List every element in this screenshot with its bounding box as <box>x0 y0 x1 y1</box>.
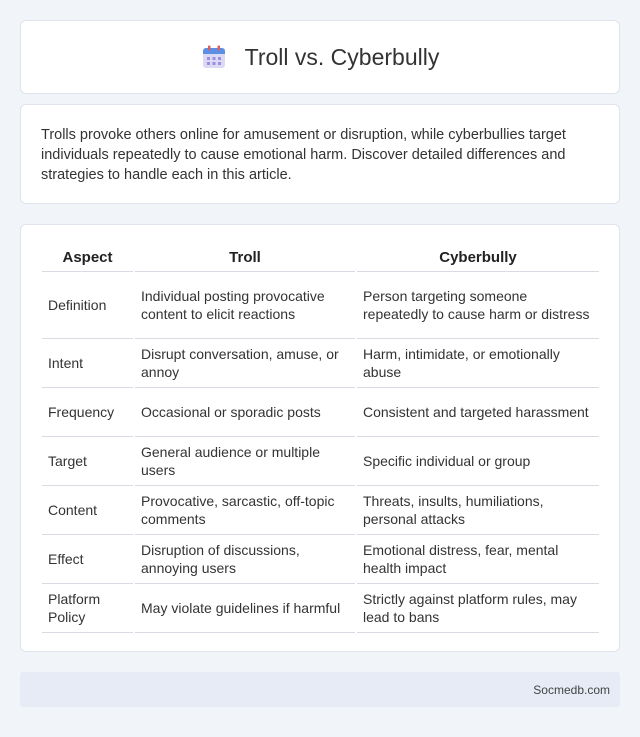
row-troll: Disruption of discussions, annoying users <box>134 534 356 583</box>
table-row <box>42 387 599 436</box>
row-aspect: Definition <box>42 271 134 338</box>
row-troll: Disrupt conversation, amuse, or annoy <box>134 338 356 387</box>
footer <box>20 672 620 707</box>
row-cyberbully: Emotional distress, fear, mental health impact <box>356 534 599 583</box>
row-cyberbully: Specific individual or group <box>356 436 599 485</box>
row-troll: Provocative, sarcastic, off-topic comments <box>134 485 356 534</box>
table-row <box>42 338 599 387</box>
title-wrap <box>201 44 440 71</box>
row-troll: May violate guidelines if harmful <box>134 583 356 632</box>
table-row <box>42 583 599 632</box>
row-troll: Occasional or sporadic posts <box>134 387 356 436</box>
header-cyberbully: Cyberbully <box>356 245 599 271</box>
row-cyberbully: Harm, intimidate, or emotionally abuse <box>356 338 599 387</box>
header-aspect: Aspect <box>42 245 134 271</box>
intro-text: Trolls provoke others online for amusement or disruption, while cyberbullies target individuals repeatedly to cause emotional harm. Discover detailed differences and strategies to handle each in this article. <box>41 127 566 183</box>
title-card <box>20 20 620 94</box>
row-troll: General audience or multiple users <box>134 436 356 485</box>
intro-card <box>20 104 620 204</box>
row-cyberbully: Threats, insults, humiliations, personal attacks <box>356 485 599 534</box>
table-row <box>42 436 599 485</box>
comparison-table <box>42 245 599 633</box>
row-troll: Individual posting provocative content to elicit reactions <box>134 271 356 338</box>
row-cyberbully: Strictly against platform rules, may lead to bans <box>356 583 599 632</box>
page-title: Troll vs. Cyberbully <box>244 43 440 70</box>
calendar-icon <box>201 44 227 70</box>
row-aspect: Target <box>42 436 134 485</box>
row-aspect: Content <box>42 485 134 534</box>
table-row <box>42 271 599 338</box>
row-aspect: Intent <box>42 338 134 387</box>
footer-site-link[interactable]: Socmedb.com <box>533 682 610 697</box>
row-aspect: Effect <box>42 534 134 583</box>
table-row <box>42 534 599 583</box>
table-row <box>42 485 599 534</box>
comparison-card <box>20 224 620 652</box>
header-troll: Troll <box>134 245 356 271</box>
row-aspect: Frequency <box>42 387 134 436</box>
row-aspect: Platform Policy <box>42 583 134 632</box>
row-cyberbully: Person targeting someone repeatedly to cause harm or distress <box>356 271 599 338</box>
table-header-row <box>42 245 599 271</box>
row-cyberbully: Consistent and targeted harassment <box>356 387 599 436</box>
